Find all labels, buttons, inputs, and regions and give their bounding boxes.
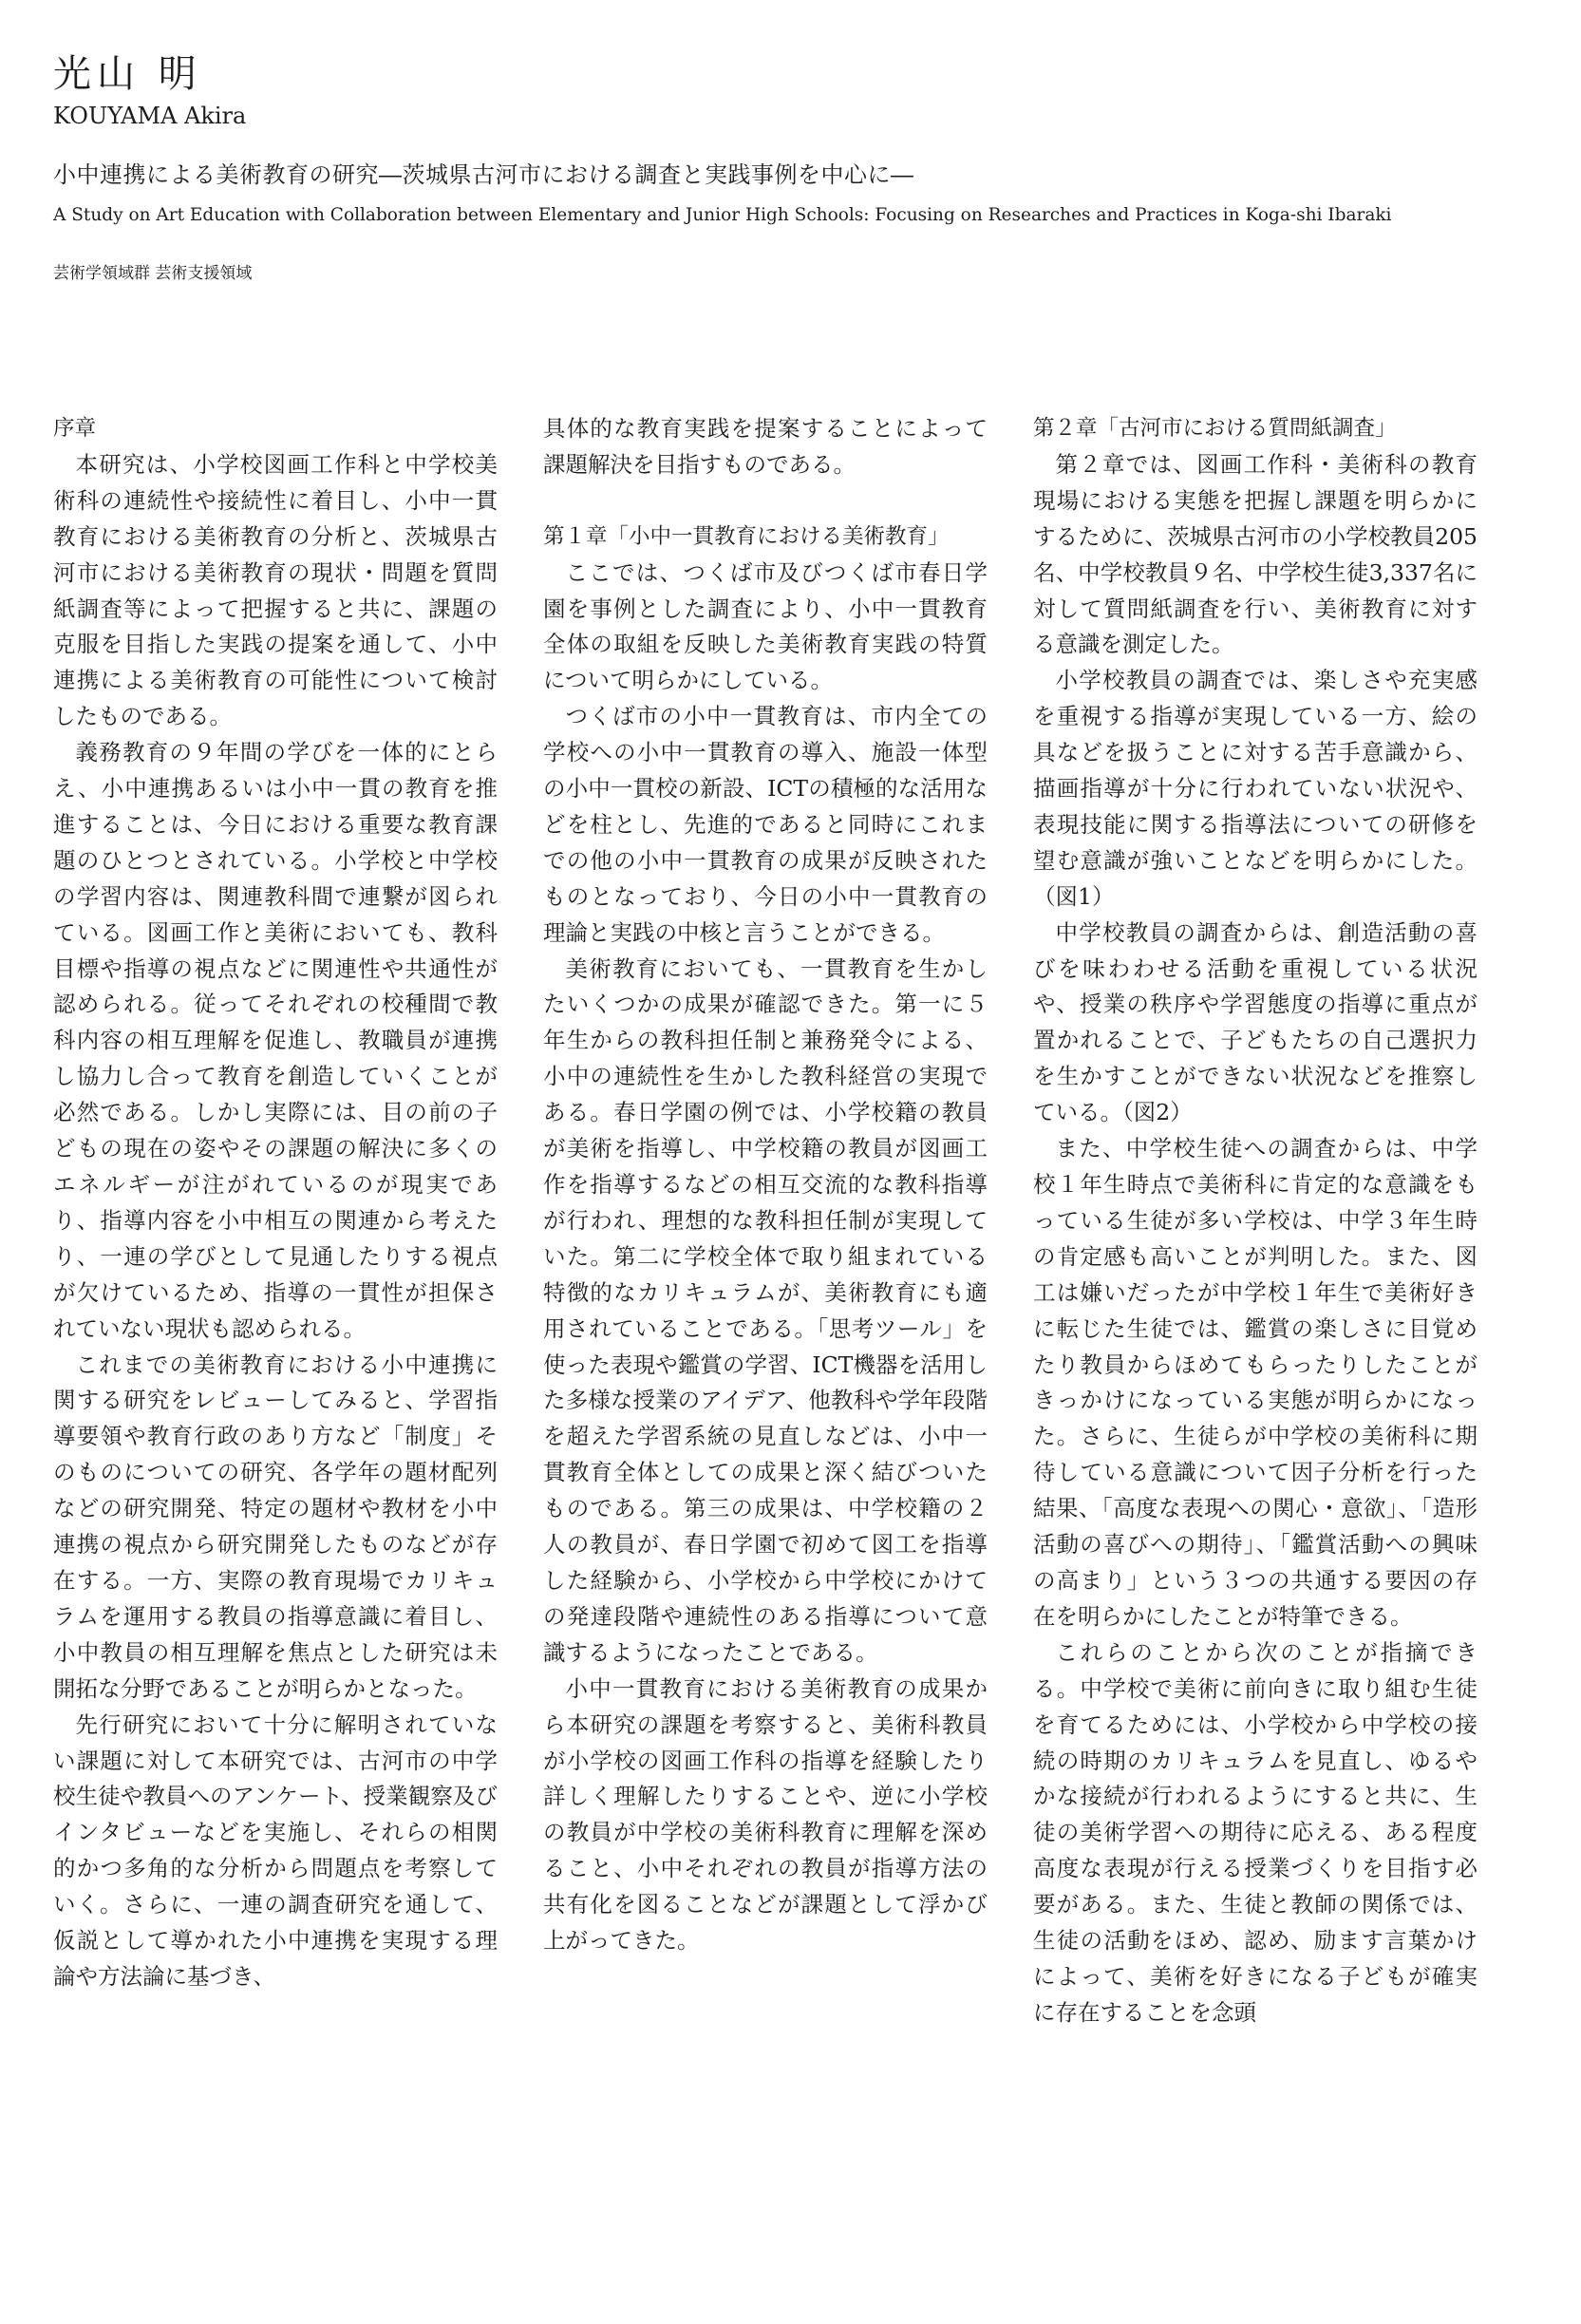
section-heading-intro: 序章 — [53, 416, 97, 441]
affiliation: 芸術学領域群 芸術支援領域 — [53, 264, 253, 283]
paragraph: 本研究は、小学校図画工作科と中学校美術科の連続性や接続性に着目し、小中一貫教育における美術教育の分析と、茨城県古河市における美術教育の現状・問題を質問紙調査等によって把握すると共に、課題の克服を目指した実践の提案を通して、小中連携による美術教育の可能性について検討したものである。 — [53, 450, 498, 730]
column-3 — [1033, 411, 1477, 2031]
paragraph: 美術教育においても、一貫教育を生かしたいくつかの成果が確認できた。第一に５年生からの教科担任制と兼務発令による、小中の連続性を生かした教科経営の実現である。春日学園の例では、小学校籍の教員が美術を指導し、中学校籍の教員が図画工作を指導するなどの相互交流的な教科指導が行われ、理想的な教科担任制が実現していた。第二に学校全体で取り組まれている特徴的なカリキュラムが、美術教育にも適用されていることである。「思考ツール」を使った表現や鑑賞の学習、ICT機器を活用した多様な授業のアイデア、他教科や学年段階を超えた学習系統の見直しなどは、小中一貫教育全体としての成果と深く結びついたものである。第三の成果は、中学校籍の２人の教員が、春日学園で初めて図工を指導した経験から、小学校から中学校にかけての発達段階や連続性のある指導について意識するようになったことである。 — [543, 954, 988, 1666]
paragraph: これらのことから次のことが指摘できる。中学校で美術に前向きに取り組む生徒を育てるためには、小学校から中学校の接続の時期のカリキュラムを見直し、ゆるやかな接続が行われるようにすると共に、生徒の美術学習への期待に応える、ある程度高度な表現が行える授業づくりを目指す必要がある。また、生徒と教師の関係では、生徒の活動をほめ、認め、励ます言葉かけによって、美術を好きになる子どもが確実に存在することを念頭 — [1033, 1638, 1477, 2026]
paragraph: これまでの美術教育における小中連携に関する研究をレビューしてみると、学習指導要領や教育行政のあり方など「制度」そのものについての研究、各学年の題材配列などの研究開発、特定の題材や教材を小中連携の視点から研究開発したものなどが存在する。一方、実際の教育現場でカリキュラムを運用する教員の指導意識に着目し、小中教員の相互理解を焦点とした研究は未開拓な分野であることが明らかとなった。 — [53, 1351, 498, 1702]
paragraph: つくば市の小中一貫教育は、市内全ての学校への小中一貫教育の導入、施設一体型の小中一貫校の新設、ICTの積極的な活用などを柱とし、先進的であると同時にこれまでの他の小中一貫教育の成果が反映されたものとなっており、今日の小中一貫教育の理論と実践の中核と言うことができる。 — [543, 703, 988, 946]
paragraph: 中学校教員の調査からは、創造活動の喜びを味わわせる活動を重視している状況や、授業の秩序や学習態度の指導に重点が置かれることで、子どもたちの自己選択力を生かすことができない状況などを推察している。（図2） — [1033, 918, 1477, 1126]
paper-title-en: A Study on Art Education with Collaboration between Elementary and Junior High Schools: Focusing on Researches and Practices in Koga-shi Ibaraki — [53, 205, 1392, 225]
paragraph: ここでは、つくば市及びつくば市春日学園を事例とした調査により、小中一貫教育全体の取組を反映した美術教育実践の特質について明らかにしている。 — [543, 558, 988, 694]
paragraph: 第２章では、図画工作科・美術科の教育現場における実態を把握し課題を明らかにするために、茨城県古河市の小学校教員205名、中学校教員９名、中学校生徒3,337名に対して質問紙調査を行い、美術教育に対する意識を測定した。 — [1033, 450, 1477, 658]
section-heading-chapter-2: 第２章「古河市における質問紙調査」 — [1033, 416, 1397, 441]
author-name-en: KOUYAMA Akira — [53, 103, 247, 129]
paragraph: 義務教育の９年間の学びを一体的にとらえ、小中連携あるいは小中一貫の教育を推進することは、今日における重要な教育課題のひとつとされている。小学校と中学校の学習内容は、関連教科間で連繋が図られている。図画工作と美術においても、教科目標や指導の視点などに関連性や共通性が認められる。従ってそれぞれの校種間で教科内容の相互理解を促進し、教職員が連携し協力し合って教育を創造していくことが必然である。しかし実際には、目の前の子どもの現在の姿やその課題の解決に多くのエネルギーが注がれているのが現実であり、指導内容を小中相互の関連から考えたり、一連の学びとして見通したりする視点が欠けているため、指導の一貫性が担保されていない現状も認められる。 — [53, 739, 498, 1342]
paragraph: 小中一貫教育における美術教育の成果から本研究の課題を考察すると、美術科教員が小学校の図画工作科の指導を経験したり詳しく理解したりすることや、逆に小学校の教員が中学校の美術科教育に理解を深めること、小中それぞれの教員が指導方法の共有化を図ることなどが課題として浮かび上がってきた。 — [543, 1674, 988, 1955]
column-1 — [53, 411, 498, 1995]
author-name-jp: 光山 明 — [53, 52, 202, 96]
paragraph-continued: 具体的な教育実践を提案することによって課題解決を目指すものである。 — [543, 415, 988, 478]
paragraph: 小学校教員の調査では、楽しさや充実感を重視する指導が実現している一方、絵の具などを扱うことに対する苦手意識から、描画指導が十分に行われていない状況や、表現技能に関する指導法についての研修を望む意識が強いことなどを明らかにした。（図1） — [1033, 667, 1477, 910]
column-2 — [543, 411, 988, 1959]
section-heading-chapter-1: 第１章「小中一貫教育における美術教育」 — [543, 523, 950, 549]
paper-title-jp: 小中連携による美術教育の研究―茨城県古河市における調査と実践事例を中心に― — [53, 161, 914, 188]
paragraph: また、中学校生徒への調査からは、中学校１年生時点で美術科に肯定的な意識をもっている生徒が多い学校は、中学３年生時の肯定感も高いことが判明した。また、図工は嫌いだったが中学校１年生で美術好きに転じた生徒では、鑑賞の楽しさに目覚めたり教員からほめてもらったりしたことがきっかけになっている実態が明らかになった。さらに、生徒らが中学校の美術科に期待している意識について因子分析を行った結果、「高度な表現への関心・意欲」、「造形活動の喜びへの期待」、「鑑賞活動への興味の高まり」という３つの共通する要因の存在を明らかにしたことが特筆できる。 — [1033, 1135, 1477, 1630]
paragraph: 先行研究において十分に解明されていない課題に対して本研究では、古河市の中学校生徒や教員へのアンケート、授業観察及びインタビューなどを実施し、それらの相関的かつ多角的な分析から問題点を考察していく。さらに、一連の調査研究を通して、仮説として導かれた小中連携を実現する理論や方法論に基づき、 — [53, 1710, 498, 1990]
